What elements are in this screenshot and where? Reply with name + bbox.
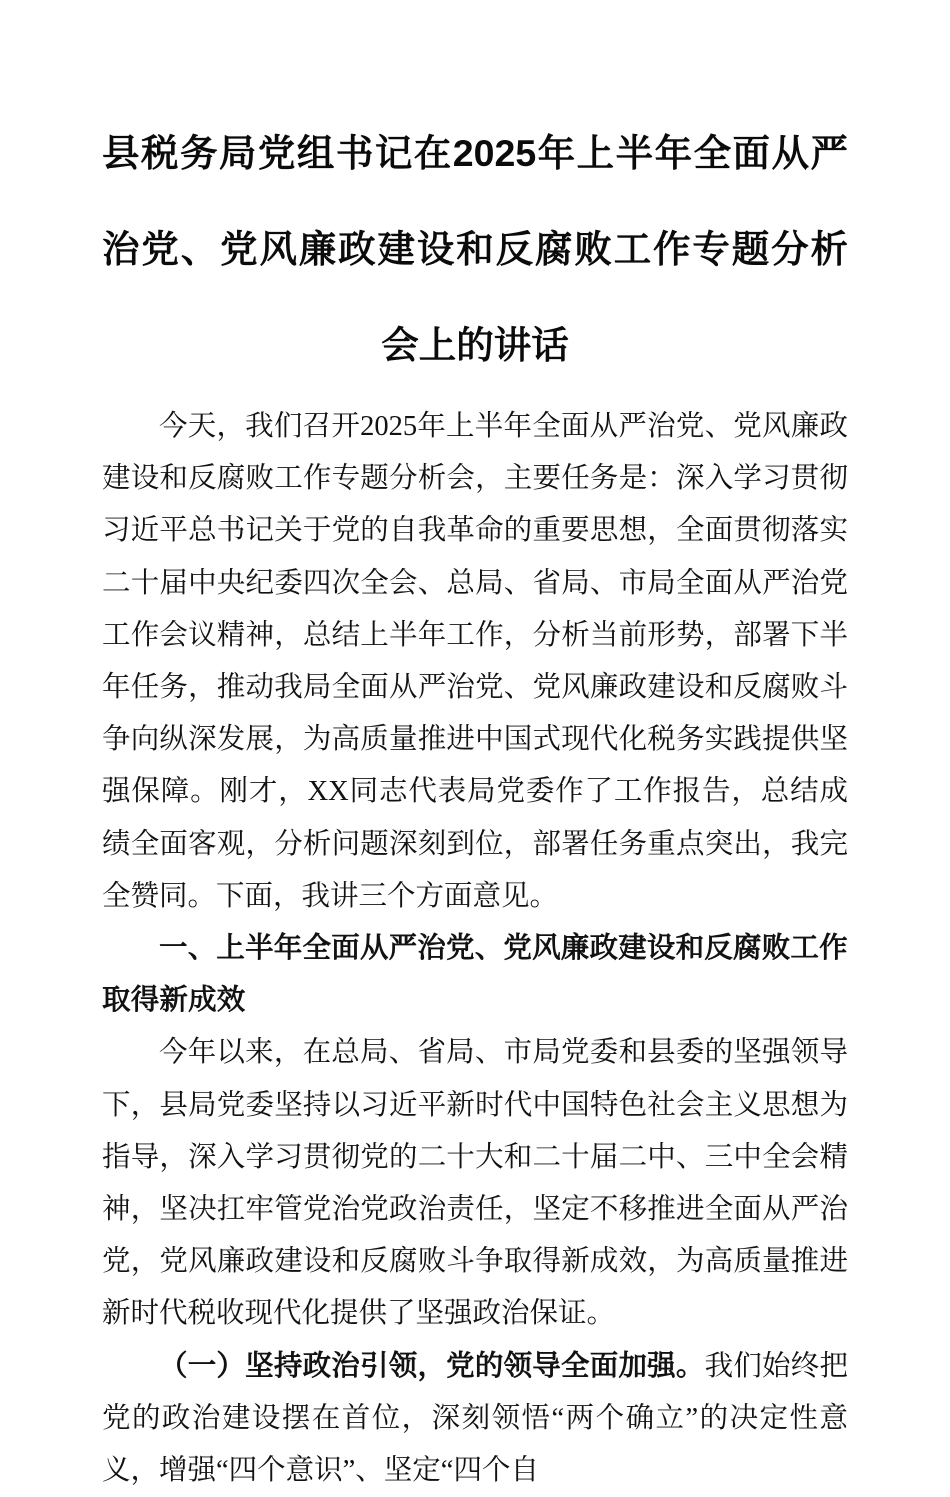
- paragraph-section-one-body: 今年以来，在总局、省局、市局党委和县委的坚强领导下，县局党委坚持以习近平新时代中国特色社会主义思想为指导，深入学习贯彻党的二十大和二十届二中、三中全会精神，坚决扛牢管党治党政治责任，坚定不移推进全面从严治党，党风廉政建设和反腐败斗争取得新成效，为高质量推进新时代税收现代化提供了坚强政治保证。: [102, 1037, 848, 1330]
- paragraph-item-one-lead: （一）坚持政治引领，党的领导全面加强。: [159, 1350, 705, 1382]
- paragraph-item-one: [102, 1341, 848, 1497]
- document-title: 县税务局党组书记在2025年上半年全面从严治党、党风廉政建设和反腐败工作专题分析会上的讲话: [102, 132, 848, 366]
- title-body-spacer: [102, 393, 848, 401]
- paragraph-item-one-text: 我们始终把党的政治建设摆在首位，深刻领悟“两个确立”的决定性意义，增强“四个意识”、坚定“四个自: [102, 1350, 848, 1487]
- document-content: [102, 0, 848, 1497]
- paragraph-intro: 今天，我们召开2025年上半年全面从严治党、党风廉政建设和反腐败工作专题分析会，主要任务是：深入学习贯彻习近平总书记关于党的自我革命的重要思想，全面贯彻落实二十届中央纪委四次全会、总局、省局、市局全面从严治党工作会议精神，总结上半年工作，分析当前形势，部署下半年任务，推动我局全面从严治党、党风廉政建设和反腐败斗争向纵深发展，为高质量推进中国式现代化税务实践提供坚强保障。刚才，XX同志代表局党委作了工作报告，总结成绩全面客观，分析问题深刻到位，部署任务重点突出，我完全赞同。下面，我讲三个方面意见。: [102, 411, 848, 912]
- section-heading-one: 一、上半年全面从严治党、党风廉政建设和反腐败工作取得新成效: [102, 933, 848, 1017]
